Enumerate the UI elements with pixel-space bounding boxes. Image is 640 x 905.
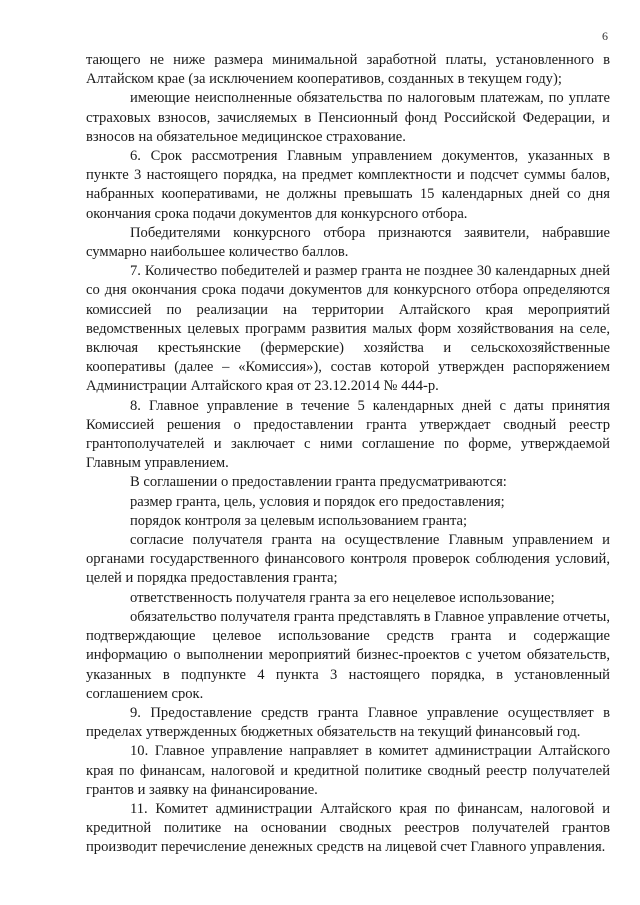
paragraph: В соглашении о предоставлении гранта предусматриваются: (130, 474, 507, 491)
list-item: ответственность получателя гранта за его нецелевое использование; (130, 589, 555, 606)
list-item: размер гранта, цель, условия и порядок его предоставления; (130, 493, 505, 510)
paragraph-item-8: 8. Главное управление в течение 5 календарных дней с даты принятия Комиссией решения о предоставлении гранта утверждает сводный реестр грантополучателей и заключает с ними соглашение по форме, утверждаемой Главным управлением. (86, 397, 610, 472)
paragraph: имеющие неисполненные обязательства по налоговым платежам, по уплате страховых взносов, зачисляемых в Пенсионный фонд Российской Федерации, и взносов на обязательное медицинское страхование. (86, 90, 610, 145)
paragraph-item-9: 9. Предоставление средств гранта Главное управление осуществляет в пределах утвержденных бюджетных обязательств на текущий финансовый год. (86, 704, 610, 741)
list-item: обязательство получателя гранта представлять в Главное управление отчеты, подтверждающие целевое использование средств гранта и содержащие информацию о выполнении мероприятий бизнес-проектов с учетом обязательств, указанных в подпункте 4 пункта 3 настоящего порядка, в установленный соглашением срок. (86, 608, 610, 702)
document-body (86, 51, 610, 858)
paragraph-item-11: 11. Комитет администрации Алтайского края по финансам, налоговой и кредитной политике на основании сводных реестров получателей грантов производит перечисление денежных средств на лицевой счет Главного управления. (86, 800, 610, 856)
list-item: согласие получателя гранта на осуществление Главным управлением и органами государственного финансового контроля проверок соблюдения условий, целей и порядка предоставления гранта; (86, 532, 610, 587)
paragraph-item-7: 7. Количество победителей и размер гранта не позднее 30 календарных дней со дня окончания срока подачи документов для конкурсного отбора определяются комиссией по реализации на территории Алтайского края мероприятий ведомственных целевых программ развития малых форм хозяйствования на селе, включая крестьянские (фермерские) хозяйства и сельскохозяйственные кооперативы (далее – «Комиссия»), состав которой утвержден распоряжением Администрации Алтайского края от 23.12.2014 № 444-р. (86, 263, 610, 395)
paragraph-item-10: 10. Главное управление направляет в комитет администрации Алтайского края по финансам, налоговой и кредитной политике сводный реестр получателей грантов и заявку на финансирование. (86, 743, 610, 798)
page-number: 6 (602, 29, 608, 43)
paragraph-item-6: 6. Срок рассмотрения Главным управлением документов, указанных в пункте 3 настоящего порядка, на предмет комплектности и подсчет суммы балов, набранных кооперативами, не должны превышать 15 календарных дней со дня окончания срока подачи документов для конкурсного отбора. (86, 148, 610, 222)
paragraph: Победителями конкурсного отбора признаются заявители, набравшие суммарно наибольшее количество баллов. (86, 224, 610, 261)
paragraph-continuation: тающего не ниже размера минимальной заработной платы, установленного в Алтайском крае (за исключением кооперативов, созданных в текущем году); (86, 52, 610, 88)
list-item: порядок контроля за целевым использованием гранта; (130, 512, 468, 529)
